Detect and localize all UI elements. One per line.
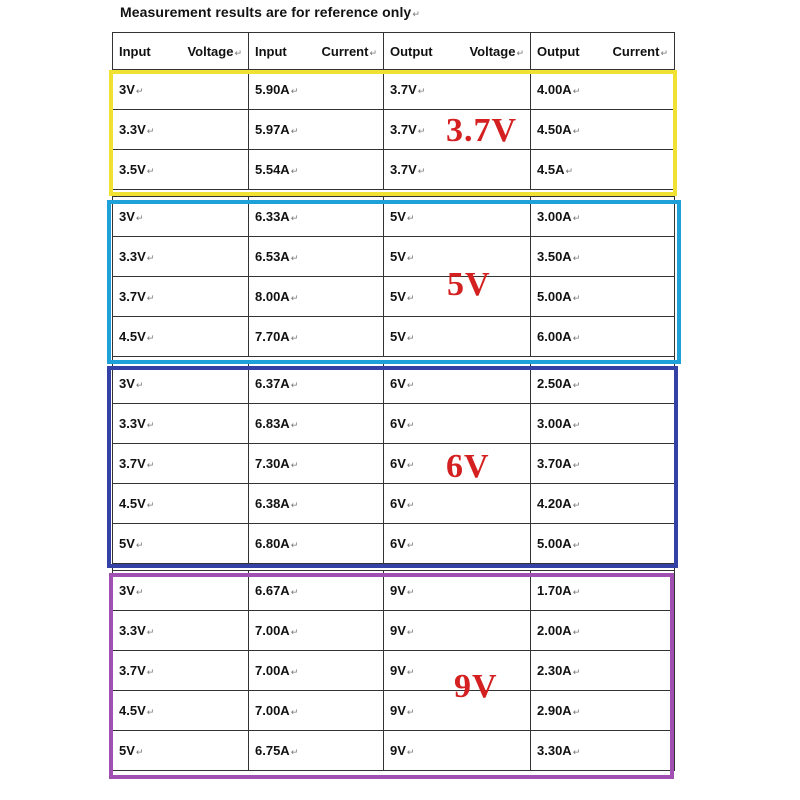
- return-mark: ↵: [406, 540, 415, 550]
- cell-value: 5V: [119, 743, 135, 758]
- cell-output-current: [531, 691, 675, 731]
- return-mark: ↵: [572, 587, 581, 597]
- group-label-9v: 9V: [454, 668, 498, 705]
- table-row: [113, 651, 675, 691]
- return-mark: ↵: [135, 380, 144, 390]
- cell-input-current: [249, 237, 384, 277]
- cell-input-voltage: [113, 150, 249, 190]
- return-mark: ↵: [572, 500, 581, 510]
- cell-input-voltage: [113, 317, 249, 357]
- group-spacer-row: [113, 357, 675, 364]
- table-row: [113, 524, 675, 564]
- cell-value: 3.70A: [537, 456, 572, 471]
- cell-input-voltage: [113, 691, 249, 731]
- cell-input-current: [249, 150, 384, 190]
- cell-input-voltage: [113, 404, 249, 444]
- return-mark: ↵: [146, 166, 155, 176]
- header-word: Output: [537, 43, 580, 59]
- cell-input-voltage: [113, 731, 249, 771]
- return-mark: ↵: [572, 667, 581, 677]
- cell-input-current: [249, 444, 384, 484]
- return-mark: ↵: [290, 166, 299, 176]
- return-mark: ↵: [290, 213, 299, 223]
- table-row: [113, 484, 675, 524]
- cell-value: 5V: [390, 329, 406, 344]
- header-word: Current: [612, 43, 660, 59]
- header-word: Voltage: [469, 43, 516, 59]
- cell-input-current: [249, 691, 384, 731]
- cell-value: 5.97A: [255, 122, 290, 137]
- table-row: [113, 364, 675, 404]
- return-mark: ↵: [572, 420, 581, 430]
- table-row: [113, 571, 675, 611]
- cell-value: 6.00A: [537, 329, 572, 344]
- cell-value: 5.54A: [255, 162, 290, 177]
- cell-value: 2.30A: [537, 663, 572, 678]
- page-title: [120, 4, 420, 20]
- cell-output-current: [531, 731, 675, 771]
- cell-output-current: [531, 571, 675, 611]
- cell-input-current: [249, 571, 384, 611]
- header-output-current: [531, 33, 675, 70]
- cell-value: 7.00A: [255, 623, 290, 638]
- cell-value: 2.00A: [537, 623, 572, 638]
- return-mark: ↵: [406, 707, 415, 717]
- measurement-table: [112, 32, 675, 771]
- return-mark: ↵: [146, 667, 155, 677]
- cell-input-current: [249, 731, 384, 771]
- return-mark: ↵: [146, 333, 155, 343]
- return-mark: ↵: [290, 587, 299, 597]
- return-mark: ↵: [572, 293, 581, 303]
- cell-input-current: [249, 404, 384, 444]
- return-mark: ↵: [290, 540, 299, 550]
- return-mark: ↵: [572, 333, 581, 343]
- cell-output-voltage: [384, 611, 531, 651]
- cell-input-voltage: [113, 197, 249, 237]
- table-row: [113, 70, 675, 110]
- return-mark: ↵: [572, 747, 581, 757]
- return-mark: ↵: [369, 47, 377, 58]
- return-mark: ↵: [290, 707, 299, 717]
- cell-value: 8.00A: [255, 289, 290, 304]
- cell-value: 3.50A: [537, 249, 572, 264]
- table-row: [113, 197, 675, 237]
- cell-output-current: [531, 524, 675, 564]
- return-mark: ↵: [516, 47, 524, 58]
- cell-value: 5V: [390, 209, 406, 224]
- return-mark: ↵: [146, 126, 155, 136]
- return-mark: ↵: [290, 460, 299, 470]
- return-mark: ↵: [290, 500, 299, 510]
- cell-output-current: [531, 70, 675, 110]
- cell-output-current: [531, 317, 675, 357]
- cell-value: 7.00A: [255, 663, 290, 678]
- cell-input-current: [249, 484, 384, 524]
- cell-value: 6V: [390, 456, 406, 471]
- header-input-voltage: [113, 33, 249, 70]
- return-mark: ↵: [290, 627, 299, 637]
- return-mark: ↵: [572, 707, 581, 717]
- return-mark: ↵: [234, 47, 242, 58]
- return-mark: ↵: [406, 627, 415, 637]
- return-mark: ↵: [135, 86, 144, 96]
- return-mark: ↵: [406, 460, 415, 470]
- table-row: [113, 317, 675, 357]
- return-mark: ↵: [572, 627, 581, 637]
- cell-output-voltage: [384, 150, 531, 190]
- cell-output-current: [531, 110, 675, 150]
- cell-input-voltage: [113, 277, 249, 317]
- cell-value: 7.70A: [255, 329, 290, 344]
- cell-value: 3.00A: [537, 416, 572, 431]
- cell-input-voltage: [113, 524, 249, 564]
- cell-value: 4.5V: [119, 329, 146, 344]
- return-mark: ↵: [572, 126, 581, 136]
- cell-output-current: [531, 277, 675, 317]
- group-label-5v: 5V: [447, 266, 491, 303]
- cell-input-voltage: [113, 651, 249, 691]
- cell-value: 6.83A: [255, 416, 290, 431]
- cell-value: 3.7V: [390, 162, 417, 177]
- group-spacer-cell: [113, 190, 675, 197]
- return-mark: ↵: [572, 86, 581, 96]
- table-row: [113, 404, 675, 444]
- table-row: [113, 237, 675, 277]
- cell-output-current: [531, 611, 675, 651]
- cell-value: 3.7V: [119, 289, 146, 304]
- return-mark: ↵: [146, 253, 155, 263]
- cell-value: 3V: [119, 209, 135, 224]
- cell-value: 3V: [119, 376, 135, 391]
- return-mark: ↵: [406, 747, 415, 757]
- return-mark: ↵: [146, 293, 155, 303]
- cell-output-voltage: [384, 524, 531, 564]
- cell-input-current: [249, 364, 384, 404]
- group-label-6v: 6V: [446, 448, 490, 485]
- group-spacer-row: [113, 190, 675, 197]
- return-mark: ↵: [406, 213, 415, 223]
- cell-output-current: [531, 150, 675, 190]
- cell-input-current: [249, 317, 384, 357]
- return-mark: ↵: [135, 540, 144, 550]
- return-mark: ↵: [290, 333, 299, 343]
- return-mark: ↵: [406, 253, 415, 263]
- cell-output-current: [531, 484, 675, 524]
- return-mark: ↵: [565, 166, 574, 176]
- cell-output-voltage: [384, 70, 531, 110]
- group-spacer-cell: [113, 357, 675, 364]
- cell-value: 4.20A: [537, 496, 572, 511]
- return-mark: ↵: [572, 253, 581, 263]
- cell-value: 3.3V: [119, 249, 146, 264]
- cell-value: 3.3V: [119, 623, 146, 638]
- return-mark: ↵: [417, 86, 426, 96]
- cell-input-voltage: [113, 571, 249, 611]
- header-output-voltage: [384, 33, 531, 70]
- cell-value: 6.80A: [255, 536, 290, 551]
- group-label-3-7v: 3.7V: [446, 112, 518, 149]
- cell-output-current: [531, 237, 675, 277]
- cell-value: 3.7V: [119, 456, 146, 471]
- cell-input-current: [249, 197, 384, 237]
- return-mark: ↵: [290, 380, 299, 390]
- return-mark: ↵: [290, 747, 299, 757]
- cell-value: 6.53A: [255, 249, 290, 264]
- table-row: [113, 691, 675, 731]
- group-spacer-row: [113, 564, 675, 571]
- cell-value: 9V: [390, 583, 406, 598]
- cell-output-voltage: [384, 197, 531, 237]
- cell-value: 3.3V: [119, 122, 146, 137]
- table-row: [113, 611, 675, 651]
- cell-value: 6.75A: [255, 743, 290, 758]
- cell-output-voltage: [384, 571, 531, 611]
- return-mark: ↵: [406, 380, 415, 390]
- table-row: [113, 150, 675, 190]
- page-title-text: Measurement results are for reference only: [120, 4, 412, 20]
- cell-value: 3.7V: [390, 122, 417, 137]
- cell-value: 7.00A: [255, 703, 290, 718]
- cell-output-current: [531, 651, 675, 691]
- return-mark: ↵: [135, 747, 144, 757]
- group-spacer-cell: [113, 564, 675, 571]
- measurement-table-body: [113, 33, 675, 771]
- cell-output-voltage: [384, 317, 531, 357]
- cell-value: 6V: [390, 496, 406, 511]
- return-mark: ↵: [290, 420, 299, 430]
- cell-input-current: [249, 611, 384, 651]
- return-mark: ↵: [412, 9, 420, 19]
- return-mark: ↵: [290, 126, 299, 136]
- return-mark: ↵: [572, 460, 581, 470]
- cell-input-voltage: [113, 364, 249, 404]
- cell-value: 4.5V: [119, 703, 146, 718]
- cell-input-voltage: [113, 484, 249, 524]
- cell-value: 2.50A: [537, 376, 572, 391]
- cell-output-voltage: [384, 364, 531, 404]
- return-mark: ↵: [406, 293, 415, 303]
- header-word: Input: [255, 43, 287, 59]
- cell-input-current: [249, 110, 384, 150]
- header-word: Output: [390, 43, 433, 59]
- cell-value: 4.5V: [119, 496, 146, 511]
- cell-value: 7.30A: [255, 456, 290, 471]
- table-row: [113, 731, 675, 771]
- return-mark: ↵: [146, 460, 155, 470]
- cell-value: 6.37A: [255, 376, 290, 391]
- cell-value: 6V: [390, 536, 406, 551]
- header-row: [113, 33, 675, 70]
- cell-input-voltage: [113, 70, 249, 110]
- cell-value: 9V: [390, 623, 406, 638]
- cell-value: 2.90A: [537, 703, 572, 718]
- return-mark: ↵: [146, 707, 155, 717]
- cell-value: 5.90A: [255, 82, 290, 97]
- cell-input-voltage: [113, 237, 249, 277]
- return-mark: ↵: [135, 587, 144, 597]
- return-mark: ↵: [146, 420, 155, 430]
- cell-output-current: [531, 364, 675, 404]
- return-mark: ↵: [572, 540, 581, 550]
- return-mark: ↵: [417, 166, 426, 176]
- table-row: [113, 110, 675, 150]
- cell-value: 6.38A: [255, 496, 290, 511]
- cell-output-current: [531, 404, 675, 444]
- cell-value: 4.5A: [537, 162, 565, 177]
- cell-value: 3.00A: [537, 209, 572, 224]
- return-mark: ↵: [290, 667, 299, 677]
- cell-value: 3.7V: [390, 82, 417, 97]
- cell-output-current: [531, 197, 675, 237]
- cell-value: 4.50A: [537, 122, 572, 137]
- cell-value: 3V: [119, 583, 135, 598]
- cell-value: 3.5V: [119, 162, 146, 177]
- cell-value: 3.7V: [119, 663, 146, 678]
- cell-input-voltage: [113, 611, 249, 651]
- cell-value: 9V: [390, 743, 406, 758]
- return-mark: ↵: [406, 587, 415, 597]
- cell-value: 4.00A: [537, 82, 572, 97]
- cell-output-voltage: [384, 731, 531, 771]
- return-mark: ↵: [572, 380, 581, 390]
- cell-input-current: [249, 651, 384, 691]
- return-mark: ↵: [406, 420, 415, 430]
- cell-output-voltage: [384, 404, 531, 444]
- return-mark: ↵: [406, 667, 415, 677]
- cell-value: 3V: [119, 82, 135, 97]
- cell-value: 9V: [390, 703, 406, 718]
- header-input-current: [249, 33, 384, 70]
- cell-value: 9V: [390, 663, 406, 678]
- cell-value: 6.33A: [255, 209, 290, 224]
- return-mark: ↵: [146, 627, 155, 637]
- return-mark: ↵: [660, 47, 668, 58]
- table-row: [113, 444, 675, 484]
- return-mark: ↵: [406, 500, 415, 510]
- cell-input-current: [249, 70, 384, 110]
- header-word: Input: [119, 43, 151, 59]
- cell-output-voltage: [384, 484, 531, 524]
- cell-value: 6.67A: [255, 583, 290, 598]
- cell-value: 5.00A: [537, 289, 572, 304]
- cell-input-voltage: [113, 110, 249, 150]
- return-mark: ↵: [406, 333, 415, 343]
- header-word: Voltage: [187, 43, 234, 59]
- cell-value: 5.00A: [537, 536, 572, 551]
- cell-input-current: [249, 277, 384, 317]
- cell-value: 5V: [119, 536, 135, 551]
- return-mark: ↵: [572, 213, 581, 223]
- return-mark: ↵: [146, 500, 155, 510]
- cell-value: 6V: [390, 376, 406, 391]
- cell-value: 5V: [390, 289, 406, 304]
- return-mark: ↵: [290, 86, 299, 96]
- return-mark: ↵: [290, 253, 299, 263]
- cell-value: 1.70A: [537, 583, 572, 598]
- cell-input-voltage: [113, 444, 249, 484]
- cell-value: 3.3V: [119, 416, 146, 431]
- return-mark: ↵: [290, 293, 299, 303]
- cell-value: 6V: [390, 416, 406, 431]
- return-mark: ↵: [135, 213, 144, 223]
- return-mark: ↵: [417, 126, 426, 136]
- cell-value: 5V: [390, 249, 406, 264]
- cell-input-current: [249, 524, 384, 564]
- cell-value: 3.30A: [537, 743, 572, 758]
- cell-output-current: [531, 444, 675, 484]
- table-row: [113, 277, 675, 317]
- header-word: Current: [321, 43, 369, 59]
